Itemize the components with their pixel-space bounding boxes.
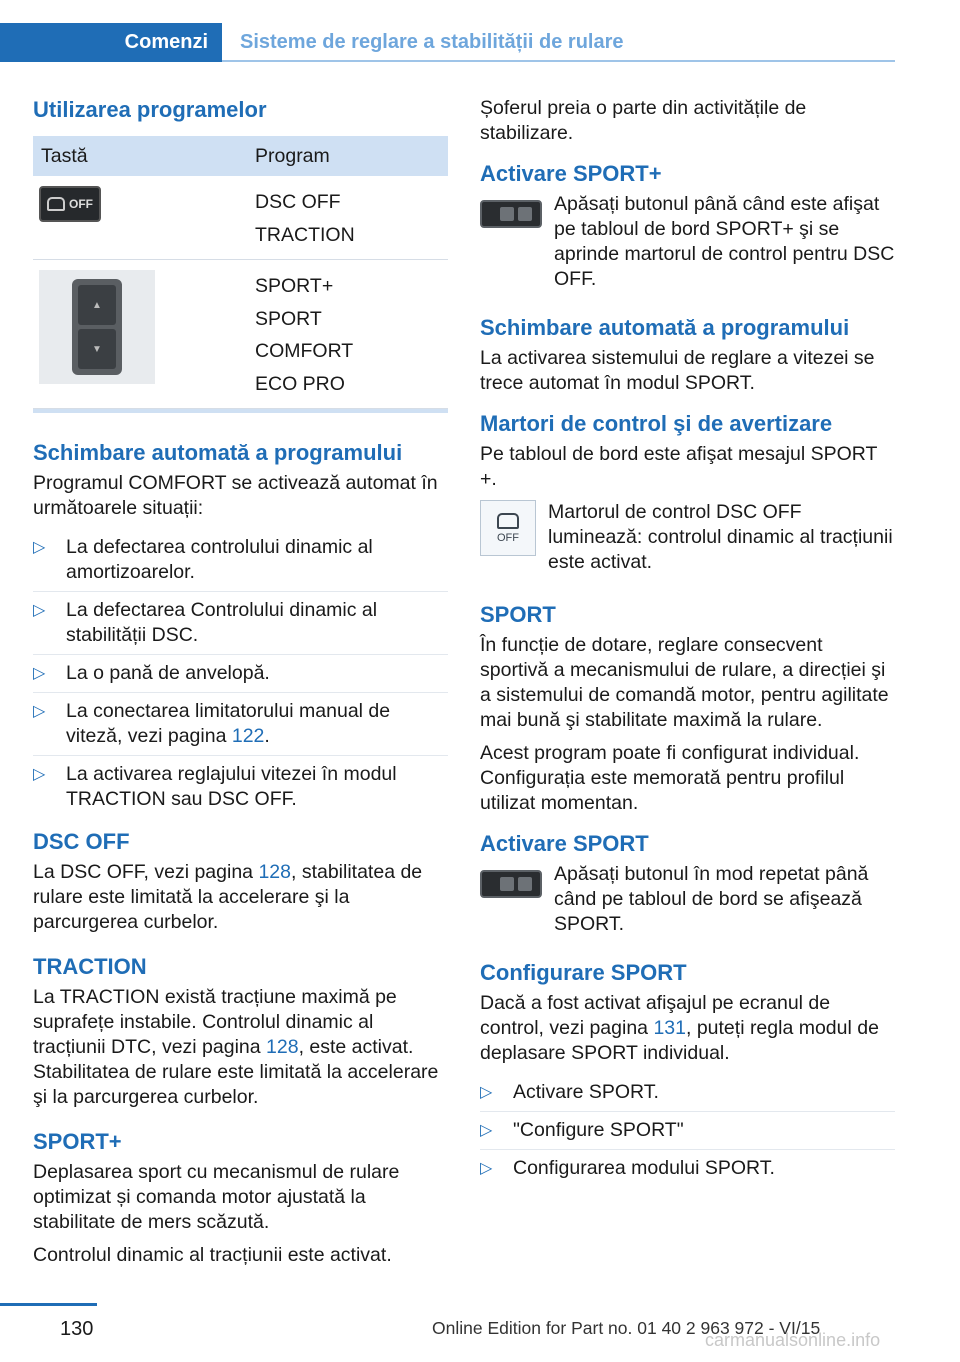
- right-column: [480, 96, 895, 1197]
- watermark: carmanualsonline.info: [705, 1330, 881, 1350]
- dsc-off-indicator-icon: [480, 500, 536, 556]
- list-item: [33, 756, 448, 818]
- drive-mode-rocker-switch-icon: [39, 270, 155, 384]
- program-eco-pro: ECO PRO: [255, 372, 345, 395]
- table-row: [33, 176, 448, 260]
- list-item: [33, 529, 448, 592]
- indicator-lamp-label: OFF: [497, 531, 519, 544]
- program-sport-plus: SPORT+: [255, 275, 334, 297]
- program-cell: [247, 260, 448, 409]
- configure-sport-list: [480, 1074, 895, 1187]
- page-link[interactable]: 128: [258, 861, 291, 883]
- list-item: [33, 592, 448, 655]
- bullet-triangle-icon: ▷: [480, 1160, 493, 1177]
- edition-note: Online Edition for Part no. 01 40 2 963 972 - VI/15: [432, 1318, 821, 1338]
- header-rule: [222, 60, 895, 62]
- table-header-row: [33, 136, 448, 176]
- page-link[interactable]: 128: [266, 1036, 299, 1058]
- sport-plus-text-2: Controlul dinamic al tracțiunii este activat.: [33, 1244, 392, 1266]
- key-cell: [33, 260, 247, 409]
- list-item-text: La activarea reglajului vitezei în modul TRACTION sau DSC OFF.: [66, 763, 397, 810]
- program-dsc-off: DSC OFF: [255, 191, 341, 213]
- page-link[interactable]: 122: [231, 725, 265, 747]
- indicator-lamp-text: Martorul de control DSC OFF luminează: controlul dinamic al tracțiunii este activat.: [548, 501, 893, 573]
- sport-heading: SPORT: [480, 602, 556, 627]
- sport-plus-heading: SPORT+: [33, 1129, 122, 1154]
- program-cell: [247, 176, 448, 260]
- driver-intro: Șoferul preia o parte din activitățile de stabilizare.: [480, 97, 807, 144]
- list-item-text: La conectarea limitatorului manual de viteză, vezi pagina: [66, 700, 391, 747]
- left-column: [33, 96, 448, 1276]
- configure-sport-text: [480, 991, 895, 1066]
- col-key-header: Tastă: [33, 136, 247, 176]
- auto-change-2-heading: Schimbare automată a programului: [480, 315, 850, 340]
- auto-change-intro: Programul COMFORT se activează automat în următoarele situații:: [33, 472, 438, 519]
- bullet-triangle-icon: ▷: [33, 539, 46, 556]
- section-title: Sisteme de reglare a stabilității de rulare: [240, 31, 624, 53]
- activate-sport-heading: Activare SPORT: [480, 831, 649, 856]
- bullet-triangle-icon: ▷: [480, 1084, 493, 1101]
- list-item: [33, 655, 448, 693]
- program-sport: SPORT: [255, 307, 322, 330]
- sport-plus-text-1: Deplasarea sport cu mecanismul de rulare optimizat și comanda motor ajustată la stabilitate de mers scăzută.: [33, 1161, 400, 1233]
- activate-sport-plus-text: Apăsați butonul până când este afişat pe tabloul de bord SPORT+ şi se aprinde martorul de control pentru DSC OFF.: [554, 193, 895, 290]
- table-bottom-rule: [33, 409, 448, 413]
- dsc-off-text: [33, 860, 448, 935]
- dsc-off-button-icon: [39, 186, 101, 222]
- activate-sport-row: [480, 862, 895, 937]
- bullet-triangle-icon: ▷: [33, 766, 46, 783]
- activate-sport-text: Apăsați butonul în mod repetat până când pe tabloul de bord se afişează SPORT.: [554, 863, 869, 935]
- list-item-text: La defectarea controlului dinamic al amortizoarelor.: [66, 536, 373, 583]
- bullet-triangle-icon: ▷: [33, 602, 46, 619]
- text-run: , stabilitatea de rulare este limitată la accelerare şi la parcurgerea curbelor.: [33, 861, 423, 933]
- page-number: 130: [60, 1318, 94, 1340]
- dsc-off-heading: DSC OFF: [33, 829, 130, 854]
- auto-change-list: [33, 529, 448, 818]
- list-item-text: Activare SPORT.: [513, 1081, 659, 1103]
- key-cell: [33, 176, 247, 260]
- traction-text: [33, 985, 448, 1110]
- programs-heading: Utilizarea programelor: [33, 97, 267, 122]
- down-arrow-icon: ▼: [78, 329, 116, 369]
- sport-text-2: Acest program poate fi configurat individual. Configurația este memorată pentru profilul utilizat momentan.: [480, 742, 860, 814]
- list-item: [33, 693, 448, 756]
- configure-sport-heading: Configurare SPORT: [480, 960, 687, 985]
- up-arrow-icon: ▲: [78, 285, 116, 325]
- car-skid-icon: [47, 197, 65, 211]
- indicators-text: Pe tabloul de bord este afişat mesajul SPORT +.: [480, 443, 878, 490]
- chapter-tab: Comenzi: [0, 23, 222, 62]
- text-run: , este activat. Stabilitatea de rulare este limitată la accelerare şi la parcurgerea curbelor.: [33, 1036, 439, 1108]
- traction-heading: TRACTION: [33, 954, 147, 979]
- text-run: La DSC OFF, vezi pagina: [33, 861, 259, 883]
- drive-mode-button-icon: [480, 870, 542, 898]
- list-item-text: .: [264, 725, 270, 747]
- text-run: , puteți regla modul de deplasare SPORT individual.: [480, 1017, 879, 1064]
- program-traction: TRACTION: [255, 223, 355, 246]
- list-item-text: La defectarea Controlului dinamic al stabilității DSC.: [66, 599, 378, 646]
- sport-text-1: În funcție de dotare, reglare consecvent sportivă a mecanismului de rulare, a direcției şi a sistemului de comandă motor, pentru agilitate mai bună şi stabilitate maximă la rulare.: [480, 634, 889, 731]
- bullet-triangle-icon: ▷: [33, 665, 46, 682]
- auto-change-2-text: La activarea sistemului de reglare a vitezei se trece automat în modul SPORT.: [480, 347, 875, 394]
- bullet-triangle-icon: ▷: [33, 703, 46, 720]
- bullet-triangle-icon: ▷: [480, 1122, 493, 1139]
- program-comfort: COMFORT: [255, 340, 354, 362]
- auto-change-heading: Schimbare automată a programului: [33, 440, 403, 465]
- list-item-text: Configurarea modului SPORT.: [513, 1157, 775, 1179]
- list-item: [480, 1150, 895, 1187]
- col-program-header: Program: [247, 136, 448, 176]
- rocker-body: [72, 279, 122, 375]
- indicators-heading: Martori de control şi de avertizare: [480, 411, 833, 436]
- list-item: [480, 1074, 895, 1112]
- car-skid-icon: [497, 513, 519, 529]
- list-item-text: "Configure SPORT": [513, 1119, 684, 1141]
- page-link[interactable]: 131: [653, 1017, 686, 1039]
- drive-mode-button-icon: [480, 200, 542, 228]
- dsc-off-button-label: OFF: [69, 197, 93, 211]
- list-item: [480, 1112, 895, 1150]
- footer-rule: [0, 1303, 97, 1306]
- activate-sport-plus-row: [480, 192, 895, 292]
- table-row: [33, 260, 448, 409]
- activate-sport-plus-heading: Activare SPORT+: [480, 161, 662, 186]
- text-run: La TRACTION există tracțiune maximă pe suprafețe instabile. Controlul dinamic al tracțiunii DTC, vezi pagina: [33, 986, 397, 1058]
- list-item-text: La o pană de anvelopă.: [66, 662, 270, 684]
- programs-table: [33, 136, 448, 409]
- indicator-lamp-row: [480, 500, 895, 575]
- text-run: Dacă a fost activat afişajul pe ecranul de control, vezi pagina: [480, 992, 831, 1039]
